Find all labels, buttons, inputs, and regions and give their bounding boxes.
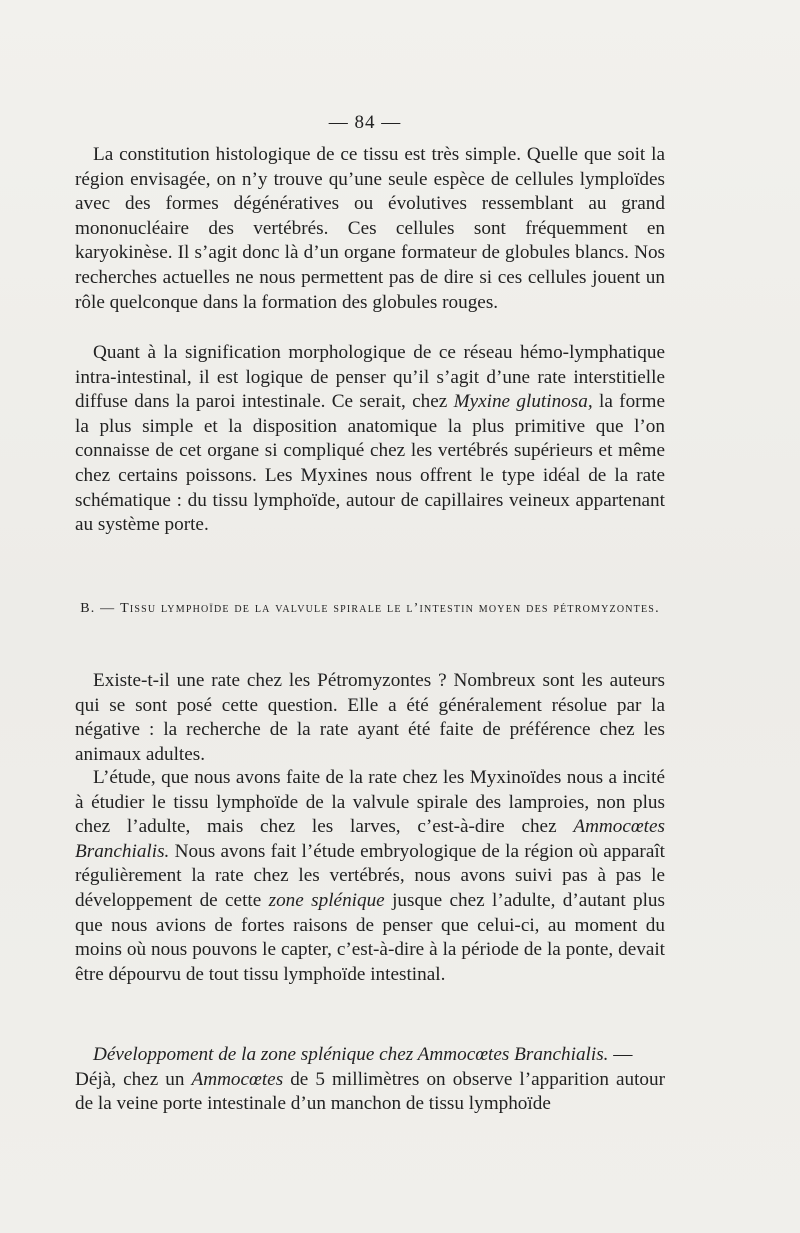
paragraph-study	[75, 766, 665, 987]
text-run: L’étude, que nous avons faite de la rate chez les Myxinoïdes nous a incité à étudier le tissu lymphoïde de la valvule spirale des lamproies, non plus chez l’adulte, mais chez les larves, c’est-à-dire chez	[75, 767, 665, 838]
section-title: Tissu lymphoïde de la valvule spirale le l’intestin moyen des pétromyzontes.	[120, 601, 660, 616]
text-run: Quant à la signification morphologique de ce réseau hémo-lymphatique intra-intestinal, il est logique de penser qu’il s’agit d’une rate interstitielle diffuse dans la paroi intestinale. Ce serait, chez	[75, 342, 665, 413]
paragraph-text: Existe-t-il une rate chez les Pétromyzontes ? Nombreux sont les auteurs qui se sont posé cette question. Elle a été généralement résolue par la négative : la recherche de la rate ayant été faite de préférence chez les animaux adultes.	[75, 670, 665, 765]
text-run: Déjà, chez un	[75, 1068, 192, 1090]
paragraph-petromyzontes	[75, 669, 665, 767]
paragraph-histology	[75, 143, 665, 315]
species-name: Ammocœtes	[191, 1068, 284, 1090]
text-run: la forme la plus simple et la disposition anatomique la plus primitive que l’on connaisse de cet organe si compliqué chez les vertébrés supérieurs et même chez certains poissons. Les Myxines nous offrent le type idéal de la rate schématique : du tissu lymphoïde, autour de capillaires veineux appartenant au système porte.	[75, 391, 665, 536]
species-name: Myxine glutinosa,	[453, 391, 593, 413]
section-prefix: B. —	[80, 601, 121, 616]
subsection-heading: Développoment de la zone splénique chez Ammocœtes Branchialis.	[93, 1044, 609, 1065]
paragraph-text: La constitution histologique de ce tissu est très simple. Quelle que soit la région envisagée, on n’y trouve qu’une seule espèce de cellules lymploïdes avec des formes dégénératives ou évolutives ressemblant au grand mononucléaire des vertébrés. Ces cellules sont fréquemment en karyokinèse. Il s’agit donc là d’un organe formateur de globules blancs. Nos recherches actuelles ne nous permettent pas de dire si ces cellules jouent un rôle quelconque dans la formation des globules rouges.	[75, 144, 665, 313]
species-name: Ammocœtes Branchialis.	[75, 816, 665, 862]
text-run: jusque chez l’adulte, d’autant plus que nous avions de fortes raisons de penser que celui-ci, au moment du moins où nous pouvons le capter, c’est-à-dire à la période de la ponte, devait être dépourvu de tout tissu lymphoïde intestinal.	[75, 889, 665, 985]
text-run: Nous avons fait l’étude embryologique de la région où apparaît régulièrement la rate chez les vertébrés, nous avons suivi pas à pas le développement de cette	[75, 840, 665, 911]
paragraph-morphology	[75, 341, 665, 538]
section-heading	[75, 598, 665, 620]
term-zone-splenique: zone splénique	[268, 889, 385, 911]
page-number: — 84 —	[328, 112, 402, 133]
text-run: de 5 millimètres on observe l’apparition autour de la veine porte intestinale d’un manchon de tissu lymphoïde	[75, 1068, 665, 1115]
paragraph-development	[75, 1043, 665, 1117]
heading-dash: —	[608, 1044, 633, 1065]
